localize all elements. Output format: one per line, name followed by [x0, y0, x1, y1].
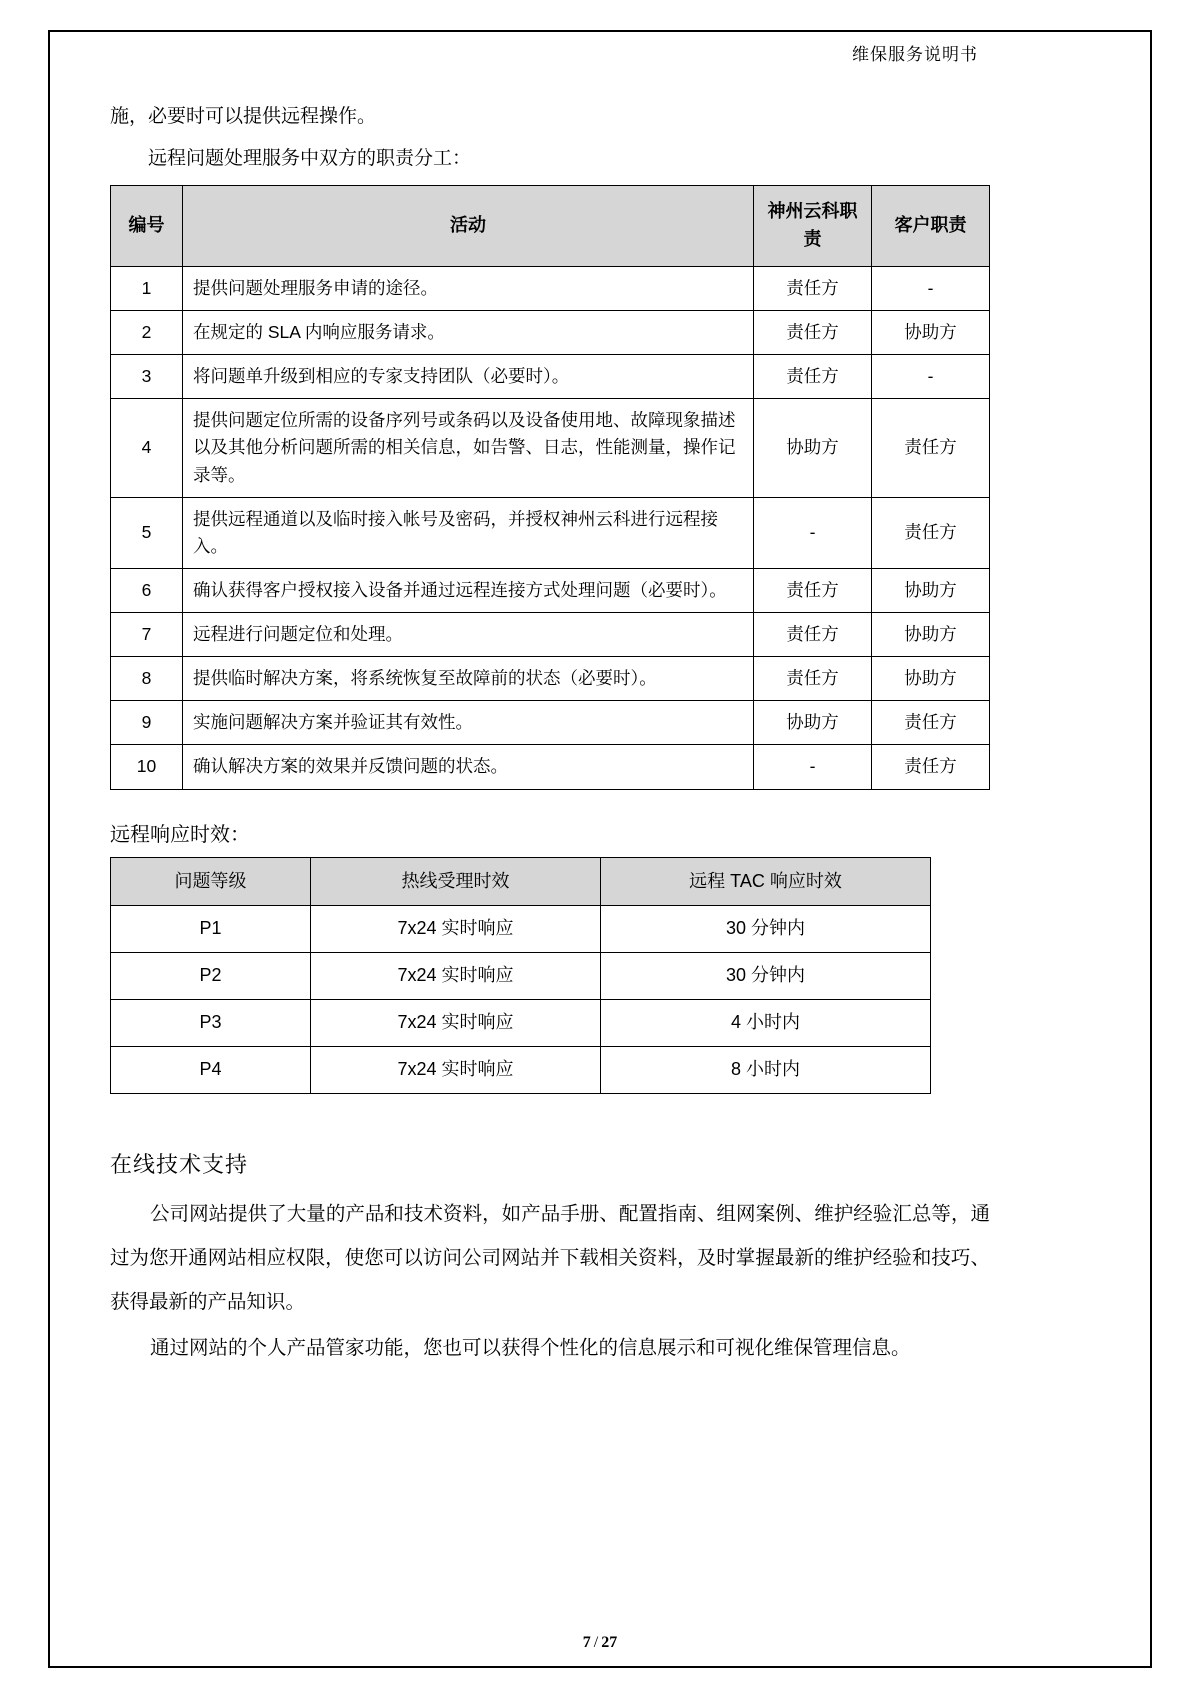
cell-customer: 协助方: [872, 613, 990, 657]
cell-no: 1: [111, 266, 183, 310]
cell-vendor: -: [754, 745, 872, 789]
cell-vendor: 责任方: [754, 355, 872, 399]
document-header: 维保服务说明书: [852, 45, 978, 64]
table-row: [111, 906, 931, 953]
cell-no: 9: [111, 701, 183, 745]
cell-activity: 将问题单升级到相应的专家支持团队（必要时）。: [183, 355, 754, 399]
col-header-hotline: 热线受理时效: [311, 857, 601, 906]
page-number: 7: [582, 1634, 591, 1651]
table-row: [111, 399, 990, 497]
col-header-customer: 客户职责: [872, 186, 990, 267]
table-row: [111, 355, 990, 399]
cell-tac: 30 分钟内: [601, 906, 931, 953]
table-row: [111, 953, 931, 1000]
cell-customer: 协助方: [872, 568, 990, 612]
cell-customer: -: [872, 355, 990, 399]
cell-level: P2: [111, 953, 311, 1000]
cell-tac: 8 小时内: [601, 1047, 931, 1094]
cell-level: P3: [111, 1000, 311, 1047]
cell-customer: 责任方: [872, 399, 990, 497]
paragraph-website-resources: 公司网站提供了大量的产品和技术资料，如产品手册、配置指南、组网案例、维护经验汇总等，通过为您开通网站相应权限，使您可以访问公司网站并下载相关资料，及时掌握最新的维护经验和技巧、获得最新的产品知识。: [110, 1203, 990, 1313]
cell-no: 2: [111, 311, 183, 355]
cell-hotline: 7x24 实时响应: [311, 953, 601, 1000]
cell-no: 3: [111, 355, 183, 399]
col-header-tac: 远程 TAC 响应时效: [601, 857, 931, 906]
cell-no: 5: [111, 497, 183, 568]
page-content: [110, 40, 990, 1373]
table-row: [111, 745, 990, 789]
cell-customer: 协助方: [872, 657, 990, 701]
cell-hotline: 7x24 实时响应: [311, 1000, 601, 1047]
footer-separator: /: [593, 1634, 599, 1651]
table-row: [111, 1047, 931, 1094]
response-time-label: 远程响应时效：: [110, 823, 250, 846]
cell-customer: 责任方: [872, 497, 990, 568]
col-header-activity: 活动: [183, 186, 754, 267]
table-row: [111, 613, 990, 657]
cell-no: 8: [111, 657, 183, 701]
table-row: [111, 1000, 931, 1047]
cell-level: P1: [111, 906, 311, 953]
cell-vendor: 协助方: [754, 399, 872, 497]
col-header-level: 问题等级: [111, 857, 311, 906]
paragraph-product-manager: 通过网站的个人产品管家功能，您也可以获得个性化的信息展示和可视化维保管理信息。: [150, 1336, 911, 1359]
cell-activity: 提供问题定位所需的设备序列号或条码以及设备使用地、故障现象描述以及其他分析问题所需的相关信息，如告警、日志，性能测量，操作记录等。: [183, 399, 754, 497]
cell-no: 10: [111, 745, 183, 789]
cell-activity: 确认获得客户授权接入设备并通过远程连接方式处理问题（必要时）。: [183, 568, 754, 612]
cell-vendor: 责任方: [754, 311, 872, 355]
cell-vendor: 协助方: [754, 701, 872, 745]
responsibility-table: [110, 185, 990, 789]
table-header-row: [111, 857, 931, 906]
cell-vendor: 责任方: [754, 657, 872, 701]
table-row: [111, 701, 990, 745]
cell-activity: 提供远程通道以及临时接入帐号及密码，并授权神州云科进行远程接入。: [183, 497, 754, 568]
total-pages: 27: [601, 1634, 618, 1651]
response-time-table: [110, 857, 931, 1094]
table-row: [111, 311, 990, 355]
col-header-no: 编号: [111, 186, 183, 267]
cell-customer: 协助方: [872, 311, 990, 355]
cell-customer: -: [872, 266, 990, 310]
cell-activity: 实施问题解决方案并验证其有效性。: [183, 701, 754, 745]
cell-activity: 提供临时解决方案，将系统恢复至故障前的状态（必要时）。: [183, 657, 754, 701]
cell-vendor: -: [754, 497, 872, 568]
cell-no: 4: [111, 399, 183, 497]
cell-activity: 在规定的 SLA 内响应服务请求。: [183, 311, 754, 355]
section-heading-online-support: 在线技术支持: [110, 1152, 249, 1178]
cell-vendor: 责任方: [754, 568, 872, 612]
cell-tac: 4 小时内: [601, 1000, 931, 1047]
cell-no: 7: [111, 613, 183, 657]
cell-activity: 确认解决方案的效果并反馈问题的状态。: [183, 745, 754, 789]
cell-hotline: 7x24 实时响应: [311, 1047, 601, 1094]
table-row: [111, 568, 990, 612]
cell-activity: 远程进行问题定位和处理。: [183, 613, 754, 657]
table-row: [111, 657, 990, 701]
intro-line: 施，必要时可以提供远程操作。: [110, 106, 377, 127]
cell-tac: 30 分钟内: [601, 953, 931, 1000]
cell-activity: 提供问题处理服务申请的途径。: [183, 266, 754, 310]
cell-hotline: 7x24 实时响应: [311, 906, 601, 953]
col-header-vendor: 神州云科职责: [754, 186, 872, 267]
cell-vendor: 责任方: [754, 613, 872, 657]
page-footer: [0, 1634, 1200, 1652]
table-header-row: [111, 186, 990, 267]
cell-level: P4: [111, 1047, 311, 1094]
table-row: [111, 266, 990, 310]
table-row: [111, 497, 990, 568]
cell-no: 6: [111, 568, 183, 612]
table1-caption: 远程问题处理服务中双方的职责分工：: [148, 148, 472, 170]
cell-customer: 责任方: [872, 701, 990, 745]
cell-customer: 责任方: [872, 745, 990, 789]
cell-vendor: 责任方: [754, 266, 872, 310]
